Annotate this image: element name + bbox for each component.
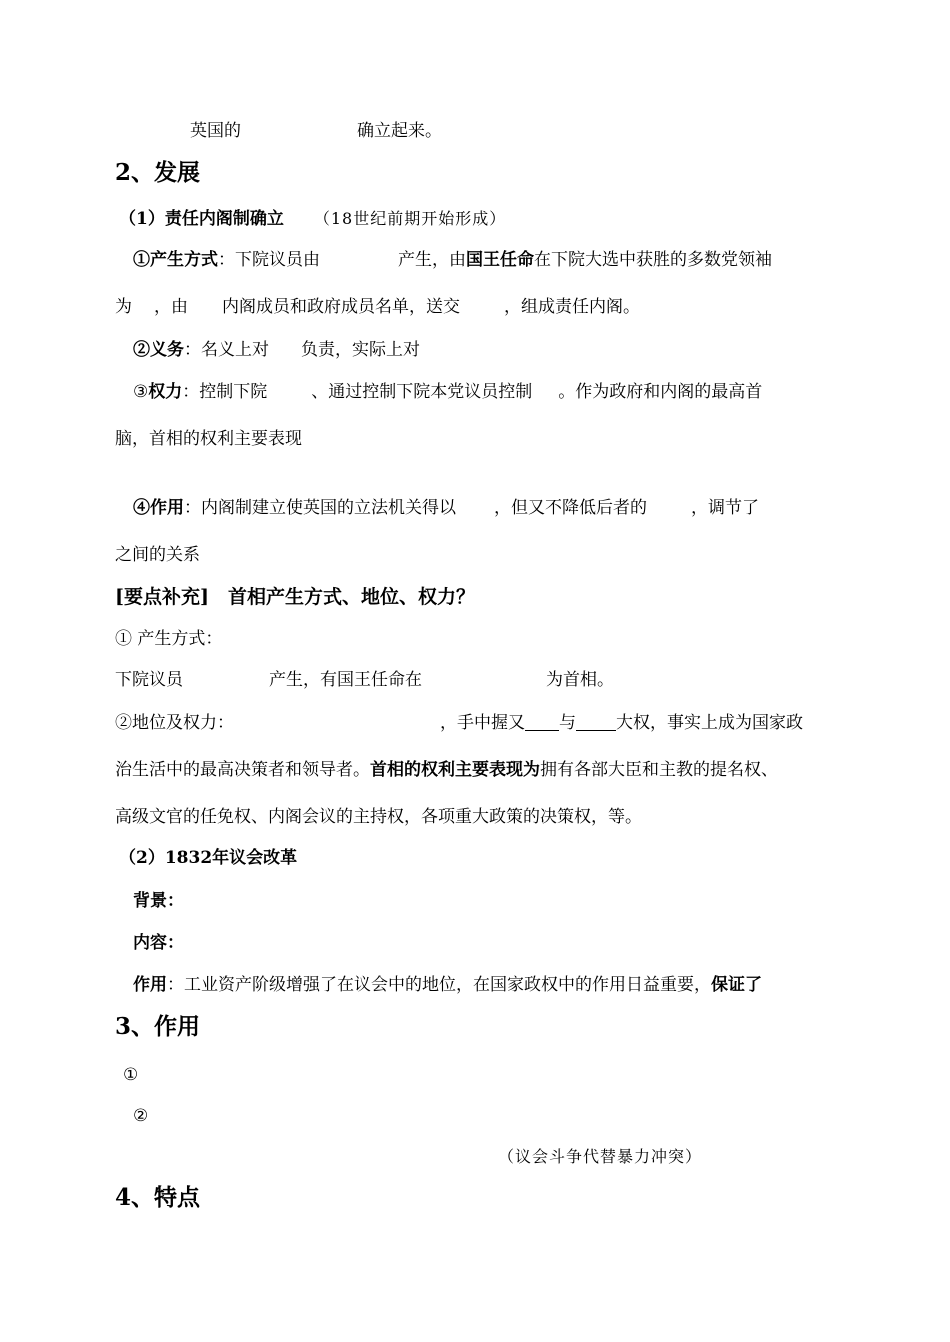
label-power: 权力 [148,382,183,402]
text-segment: ，由 [154,297,188,317]
para-production-2 [115,296,640,318]
heading-development: 2、发展 [115,159,201,186]
text-segment: ：名义上对 [184,340,269,360]
underline-blank [576,713,616,731]
para-production-1 [133,249,772,271]
label-function: ④作用 [133,498,184,518]
label-content: 内容： [133,933,184,953]
role-item-1: ① [123,1065,139,1085]
text-segment: 、通过控制下院本党议员控制 [311,382,533,402]
text-segment: ，组成责任内阁。 [504,297,640,317]
note-text: （18世纪前期开始形成） [313,209,507,228]
text-segment: 英国的 [190,121,241,141]
key-line-5: 高级文官的任免权、内阁会议的主持权，各项重大政策的决策权，等。 [115,807,642,827]
text-segment: 产生，有国王任命在 [269,670,422,690]
text-segment: ，但又不降低后者的 [494,498,647,518]
text-segment: 内阁成员和政府成员名单，送交 [222,297,460,317]
para-power-2: 脑，首相的权利主要表现 [115,429,302,449]
text-segment: 大权，事实上成为国家政 [616,713,803,733]
para-power-1 [133,381,762,403]
subsection-1-title [119,208,506,230]
label-duty: ②义务 [133,340,184,360]
subsection-2-title: （2）1832年议会改革 [119,848,298,868]
text-segment: ③ [133,382,149,402]
label-background: 背景： [133,891,184,911]
underline-blank [525,713,559,731]
role-item-2: ② [133,1106,149,1126]
text-segment: ：控制下院 [182,382,268,402]
text-segment: ：工业资产阶级增强了在议会中的地位，在国家政权中的作用日益重要， [167,975,711,995]
text-segment: 负责，实际上对 [301,340,420,360]
label-production: ①产生方式 [133,250,218,270]
key-line-4 [115,759,778,781]
line-1 [190,120,442,142]
text-segment: 下院议员由 [235,250,320,270]
para-function-2: 之间的关系 [115,545,200,565]
text-segment: 下院议员 [115,670,183,690]
text-segment: 确立起来。 [357,121,442,141]
key-line-3 [115,712,803,734]
text-segment: ：内阁制建立使英国的立法机关得以 [184,498,456,518]
text-segment: 与 [559,713,576,733]
key-line-1: ① 产生方式： [115,629,223,649]
label-effect: 作用 [133,975,167,995]
text-segment: 为 [115,297,132,317]
text-segment: 治生活中的最高决策者和领导者。 [115,760,370,780]
text-segment: 产生，由 [398,250,466,270]
bold-text: 首相的权利主要表现为 [370,760,540,780]
para-function-1 [133,497,759,519]
text-segment: （1）责任内阁制确立 [119,209,284,229]
heading-features: 4、特点 [115,1184,201,1211]
text-segment: ②地位及权力： [115,713,234,733]
text-segment: 在下院大选中获胜的多数党领袖 [534,250,772,270]
key-points-title: [要点补充] 首相产生方式、地位、权力？ [115,586,475,608]
text-segment: 。作为政府和内阁的最高首 [558,382,763,402]
heading-role: 3、作用 [115,1013,201,1040]
text-segment: 为首相。 [546,670,614,690]
bold-text: 国王任命 [466,250,534,270]
text-segment: ，手中握又 [440,713,525,733]
text-segment: 拥有各部大臣和主教的提名权、 [540,760,778,780]
text-segment: ，调节了 [691,498,759,518]
role-note: （议会斗争代替暴力冲突） [498,1147,703,1166]
para-reform-effect [133,974,762,996]
para-duty [133,339,420,361]
text-segment: ： [218,250,235,270]
key-line-2 [115,669,614,691]
bold-text: 保证了 [711,975,762,995]
